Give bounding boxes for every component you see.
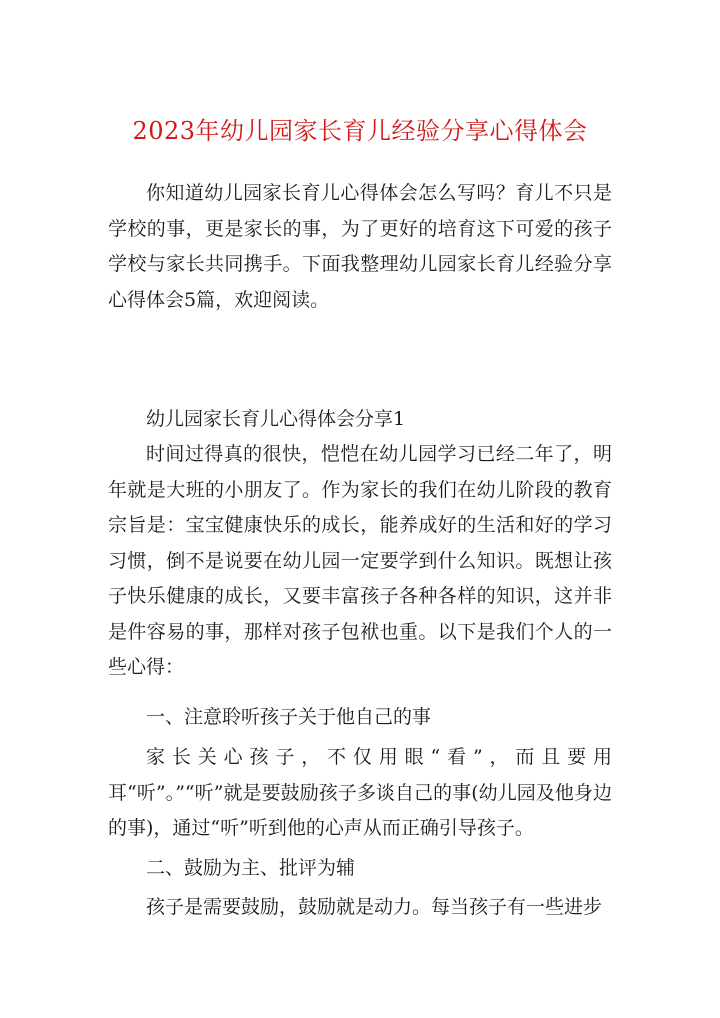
section-heading-2: 二、鼓励为主、批评为辅 (146, 857, 356, 879)
body-paragraph-1: 时间过得真的很快，恺恺在幼儿园学习已经二年了，明年就是大班的小朋友了。作为家长的我们在幼儿阶段的教育宗旨是：宝宝健康快乐的成长，能养成好的生活和好的学习习惯，倒不是说要在幼儿园一定要学到什么知识。既想让孩子快乐健康的成长，又要丰富孩子各种各样的知识，这并非是件容易的事，那样对孩子包袱也重。以下是我们个人的一些心得： (108, 443, 612, 678)
intro-paragraph: 你知道幼儿园家长育儿心得体会怎么写吗？育儿不只是学校的事，更是家长的事，为了更好的培育这下可爱的孩子学校与家长共同携手。下面我整理幼儿园家长育儿经验分享心得体会5篇，欢迎阅读。 (108, 182, 612, 311)
document-title: 2023年幼儿园家长育儿经验分享心得体会 (132, 117, 588, 145)
section-heading-1: 一、注意聆听孩子关于他自己的事 (146, 706, 432, 728)
article-heading: 幼儿园家长育儿心得体会分享1 (146, 408, 406, 430)
body-paragraph-3: 孩子是需要鼓励，鼓励就是动力。每当孩子有一些进步 (146, 896, 603, 918)
body-paragraph-2: 家长关心孩子，不仅用眼“看”，而且要用耳“听”。”“听”就是要鼓励孩子多谈自己的事(幼儿园及他身边的事)，通过“听”听到他的心声从而正确引导孩子。 (108, 746, 612, 839)
